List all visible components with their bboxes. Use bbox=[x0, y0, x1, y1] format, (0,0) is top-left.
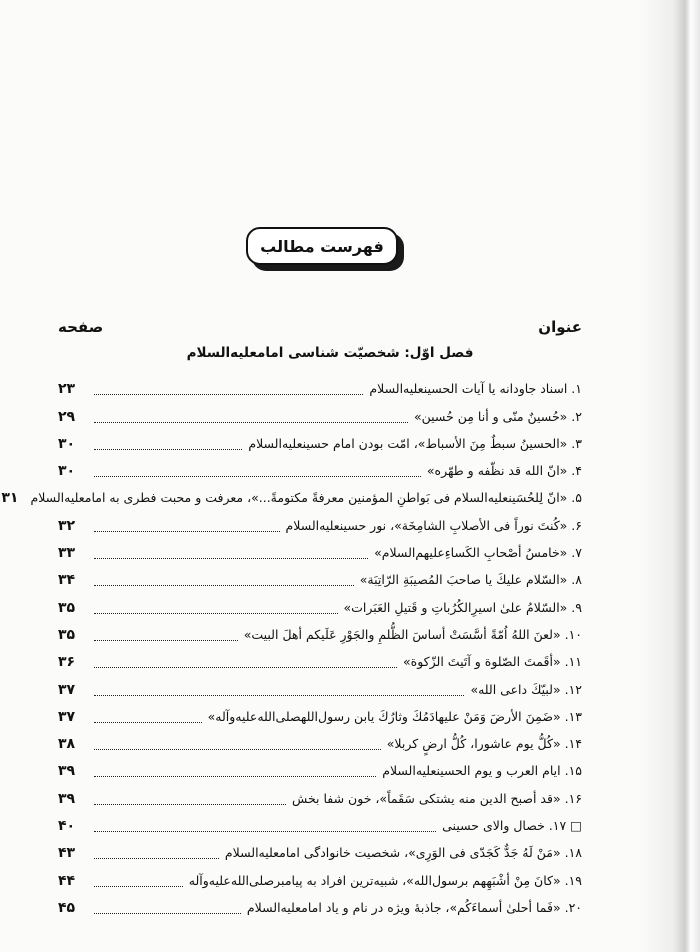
toc-entry[interactable] bbox=[58, 700, 582, 727]
toc-entry-text: ۱۱. «أقَمتَ الصّلوة و آتَیتَ الزّکوة» bbox=[399, 654, 582, 672]
toc-entry-text: ۸. «السّلام علیكَ یا صاحبَ المُصیبَةِ الرّاتِبَة» bbox=[356, 572, 582, 590]
title-frame bbox=[246, 227, 406, 271]
toc-entry-page: ۳۷ bbox=[58, 708, 76, 725]
dot-leader bbox=[94, 585, 354, 586]
dot-leader bbox=[94, 422, 408, 423]
toc-entry-page: ۳۶ bbox=[58, 654, 76, 671]
toc-entry-page: ۴۴ bbox=[58, 872, 76, 889]
toc-entry[interactable] bbox=[58, 372, 582, 399]
toc-entry[interactable] bbox=[58, 754, 582, 781]
toc-entry-page: ۲۹ bbox=[58, 408, 76, 425]
toc-entry-text: ۱۳. «ضَمِنَ الأرضَ وَمَنْ علیهادَمُكَ وثارُكَ یابن رسول‌اللهصلی‌الله‌علیه‌وآله» bbox=[204, 709, 582, 727]
toc-entry[interactable] bbox=[58, 508, 582, 535]
dot-leader bbox=[94, 640, 238, 641]
toc-entry-page: ۳۵ bbox=[58, 599, 76, 616]
dot-leader bbox=[94, 831, 436, 832]
toc-entry-text: ۱۴. «کُلُّ یوم عاشورا، کُلُّ ارضٍ کربلا» bbox=[383, 736, 582, 754]
dot-leader bbox=[94, 394, 363, 395]
dot-leader bbox=[94, 749, 381, 750]
toc-entry[interactable] bbox=[58, 809, 582, 836]
dot-leader bbox=[94, 858, 219, 859]
toc-entry-text: ۱۰. «لعنَ اللهُ اُمّةً أسَّسَتْ أساسَ الظُّلمِ والجَوْرِ عَلَیکم أهلَ البیت» bbox=[240, 627, 582, 645]
column-header-title: عنوان bbox=[538, 318, 582, 336]
dot-leader bbox=[94, 886, 183, 887]
toc-entry[interactable] bbox=[58, 891, 582, 918]
dot-leader bbox=[94, 531, 280, 532]
toc-entry[interactable] bbox=[58, 836, 582, 863]
column-header-page: صفحه bbox=[58, 318, 104, 336]
toc-entry-page: ۳۹ bbox=[58, 763, 76, 780]
toc-entry-page: ۳۲ bbox=[58, 517, 76, 534]
toc-entry-page: ۴۵ bbox=[58, 899, 76, 916]
toc-entry-text: ۶. «کُنتَ نوراً فی الأصلابِ الشامِخَة»، نور حسینعليه‌السلام bbox=[282, 518, 583, 536]
toc-entry-page: ۳۵ bbox=[58, 626, 76, 643]
toc-entry[interactable] bbox=[58, 781, 582, 808]
dot-leader bbox=[94, 449, 242, 450]
toc-entry-page: ۳۱ bbox=[1, 490, 19, 507]
toc-entry-text: ۲۰. «فَما أحلیٰ أسماءَکُم»، جاذبهٔ ویژه در نام و یاد امامعليه‌السلام bbox=[243, 900, 582, 918]
toc-entry-text: ۵. «انّ لِلحُسَینعليه‌السلام فی بَواطنِ المؤمنین معرفةً مکتومةً...»، معرفت و محبت فطری به امامعليه‌السلام bbox=[26, 490, 582, 508]
dot-leader bbox=[94, 558, 368, 559]
toc-entry-text: ۱۵. ایام العرب و یوم الحسینعليه‌السلام bbox=[378, 763, 582, 781]
toc-entry[interactable] bbox=[58, 645, 582, 672]
toc-entry-text: ۷. «خامسُ أصْحابِ الکَساءِعليهم‌السلام» bbox=[370, 545, 582, 563]
toc-entry[interactable] bbox=[58, 536, 582, 563]
toc-entry-page: ۳۴ bbox=[58, 572, 76, 589]
toc-entry-text: ۲. «حُسینٌ منّی و أنا مِن حُسین» bbox=[410, 409, 582, 427]
toc-entry[interactable] bbox=[58, 427, 582, 454]
dot-leader bbox=[94, 722, 202, 723]
toc-entry-page: ۴۳ bbox=[58, 845, 76, 862]
toc-entry[interactable] bbox=[58, 863, 582, 890]
toc-entry-text: ۳. «الحسینُ سبطٌ مِنَ الأسباط»، امّت بودن امام حسینعليه‌السلام bbox=[244, 436, 582, 454]
dot-leader bbox=[94, 913, 241, 914]
toc-entry[interactable] bbox=[58, 618, 582, 645]
toc-entry-text: ۱۶. «قد أصبح الدین منه یشتکی سَقَماً»، خون شفا بخش bbox=[288, 791, 582, 809]
toc-entry-text: ۱۲. «لبیّكَ داعی الله» bbox=[466, 682, 582, 700]
toc-entry[interactable] bbox=[58, 563, 582, 590]
dot-leader bbox=[94, 613, 338, 614]
dot-leader bbox=[94, 776, 376, 777]
dot-leader bbox=[94, 804, 286, 805]
toc-entry-text: ۱. اسناد جاودانه یا آیات الحسینعليه‌السلام bbox=[365, 381, 582, 399]
toc-entry-page: ۳۳ bbox=[58, 545, 76, 562]
toc-entry-text: ۴. «انّ الله قد نظّفه و طهّره» bbox=[423, 463, 582, 481]
dot-leader bbox=[94, 695, 464, 696]
dot-leader bbox=[94, 667, 397, 668]
toc-entry-page: ۳۹ bbox=[58, 790, 76, 807]
toc-entry-page: ۳۸ bbox=[58, 736, 76, 753]
toc-entry[interactable] bbox=[58, 399, 582, 426]
toc-entry-page: ۳۰ bbox=[58, 463, 76, 480]
toc-entry-page: ۴۰ bbox=[58, 818, 76, 835]
binding-shadow bbox=[640, 0, 700, 952]
page-title: فهرست مطالب bbox=[246, 227, 398, 265]
toc-entry-text: ۹. «السّلامُ علیٰ اسیرِالکُرُباتِ و قَتیلِ العَبَرات» bbox=[340, 600, 582, 618]
toc-entry-text: ۱۸. «مَنْ لَهُ جَدٌّ کَجَدّی فی الوَرِی»، شخصیت خانوادگی امامعليه‌السلام bbox=[221, 845, 582, 863]
toc-entry-page: ۳۷ bbox=[58, 681, 76, 698]
section-heading: فصل اوّل: شخصیّت شناسی امامعليه‌السلام bbox=[186, 345, 474, 361]
toc-list bbox=[1, 372, 582, 918]
toc-entry-page: ۲۳ bbox=[58, 381, 76, 398]
toc-entry[interactable] bbox=[58, 672, 582, 699]
dot-leader bbox=[94, 476, 421, 477]
toc-entry-text: ۱۹. «کانَ مِنْ أشْبَهِهم برسول‌الله»، شبیه‌ترین افراد به پیامبرصلی‌الله‌علیه‌وآله bbox=[185, 873, 582, 891]
toc-entry[interactable] bbox=[58, 454, 582, 481]
toc-entry-page: ۳۰ bbox=[58, 435, 76, 452]
toc-entry[interactable] bbox=[58, 590, 582, 617]
toc-entry[interactable] bbox=[58, 727, 582, 754]
toc-entry-text: □ ۱۷. خصال والای حسینی bbox=[438, 818, 582, 836]
toc-entry[interactable] bbox=[1, 481, 582, 508]
